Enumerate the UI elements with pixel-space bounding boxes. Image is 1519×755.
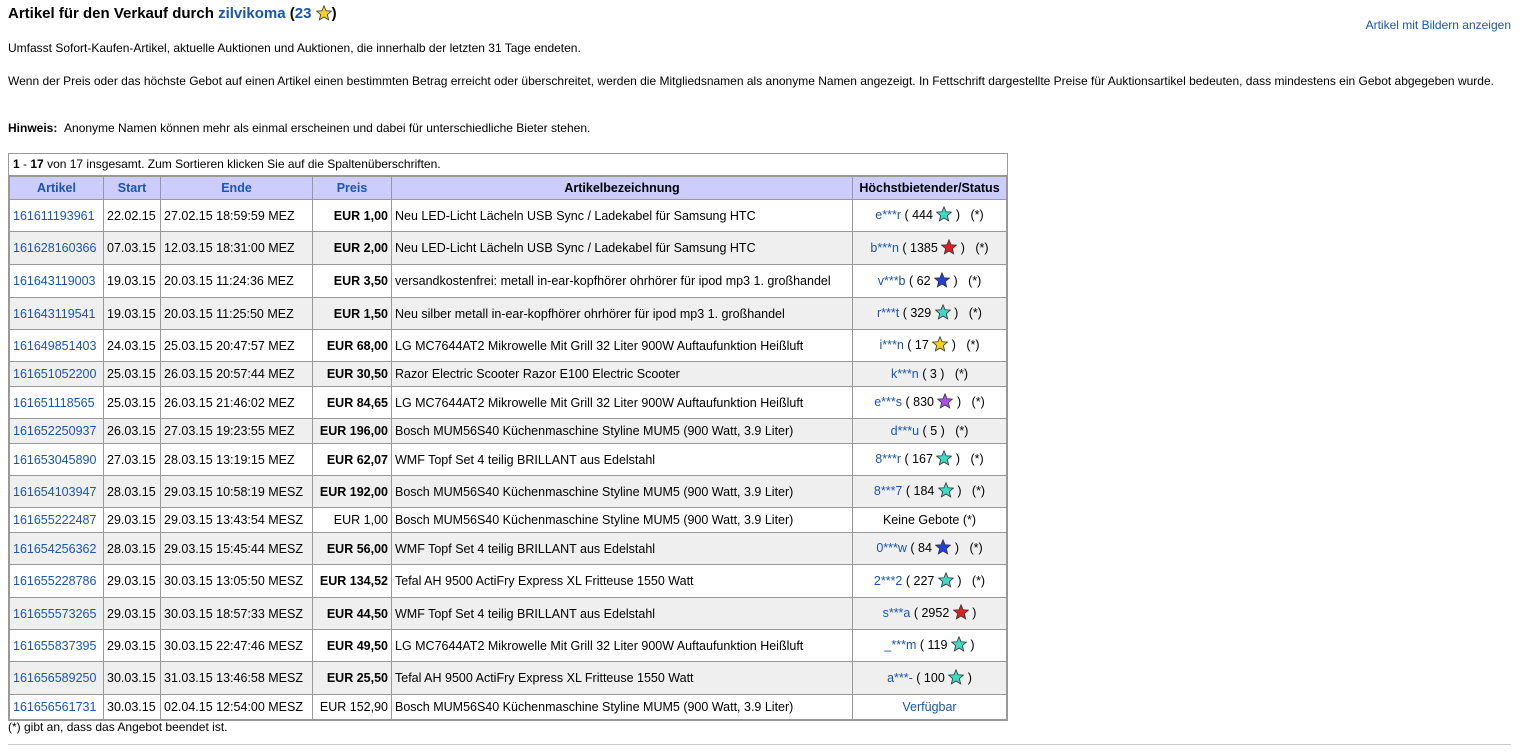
start-date: 19.03.15 [104,265,161,298]
ended-marker: (*) [969,541,983,555]
star-icon [934,272,950,291]
item-number-cell [10,362,104,387]
star-icon [948,669,964,688]
ended-marker: (*) [970,452,984,466]
table-row [10,387,1007,419]
item-number-cell [10,695,104,720]
bidder-status: e***r ( 444 ) (*) [853,200,1007,232]
item-title: Tefal AH 9500 ActiFry Express XL Fritteuse 1550 Watt [392,662,853,695]
table-row [10,232,1007,265]
item-number-cell [10,200,104,232]
table-header-row [10,177,1007,200]
ended-marker: (*) [966,338,980,352]
start-date: 28.03.15 [104,533,161,565]
start-date: 22.02.15 [104,200,161,232]
bidder-status [853,508,1007,533]
feedback-score: 227 [913,573,935,588]
ended-marker: (*) [968,273,982,288]
start-date: 30.03.15 [104,695,161,720]
item-title: Bosch MUM56S40 Küchenmaschine Styline MUM5 (900 Watt, 3.9 Liter) [392,476,853,508]
item-number-cell [10,330,104,362]
feedback-score: 3 [929,367,937,381]
table-row [10,662,1007,695]
end-date: 26.03.15 21:46:02 MEZ [161,387,313,419]
price: EUR 49,50 [313,630,392,662]
item-number-link[interactable]: 161643119541 [13,306,96,321]
intro-text: Umfasst Sofort-Kaufen-Artikel, aktuelle Auktionen und Auktionen, die innerhalb der letzten 31 Tage endeten. [8,41,581,55]
start-date: 24.03.15 [104,330,161,362]
column-header-start[interactable]: Start [104,177,161,200]
bidder-status: s***a ( 2952 ) [853,598,1007,630]
item-number-cell [10,662,104,695]
start-date: 25.03.15 [104,362,161,387]
price: EUR 68,00 [313,330,392,362]
column-header-ende[interactable]: Ende [161,177,313,200]
table-row [10,508,1007,533]
feedback-score: 62 [916,273,931,288]
price: EUR 2,00 [313,232,392,265]
start-date: 29.03.15 [104,598,161,630]
price: EUR 134,52 [313,565,392,598]
item-title: Tefal AH 9500 ActiFry Express XL Fritteuse 1550 Watt [392,565,853,598]
price: EUR 1,00 [313,508,392,533]
bidder-link[interactable]: s***a [882,606,911,620]
price: EUR 152,90 [313,695,392,720]
bidder-link[interactable]: r***t [877,306,900,320]
bidder-status: 2***2 ( 227 ) (*) [853,565,1007,598]
item-number-cell [10,232,104,265]
star-icon [935,304,951,323]
star-icon [935,539,951,558]
open-paren: ( [289,5,295,22]
table-body [10,200,1007,720]
bidder-status: r***t ( 329 ) (*) [853,298,1007,330]
anonymity-note: Wenn der Preis oder das höchste Gebot auf einen Artikel einen bestimmten Betrag erreicht oder überschreitet, werden die Mitgliedsnamen als anonyme Namen angezeigt. In Fettschrift dargestellte Preise für Auktionsartikel bedeuten, dass mindestens ein Gebot abgegeben wurde. [8,74,1494,88]
table-row [10,565,1007,598]
item-number-link[interactable]: 161653045890 [13,452,97,467]
bidder-status: d***u ( 5 ) (*) [853,419,1007,444]
item-number-link[interactable]: 161655837395 [13,638,97,653]
bidder-link[interactable]: v***b [877,273,906,288]
item-title: WMF Topf Set 4 teilig BRILLANT aus Edelstahl [392,444,853,476]
end-date: 28.03.15 13:19:15 MEZ [161,444,313,476]
available-link[interactable]: Verfügbar [902,700,957,714]
item-number-link[interactable]: 161656561731 [13,700,97,714]
bidder-link[interactable]: _***m [884,638,917,652]
item-number-cell [10,298,104,330]
item-title: WMF Topf Set 4 teilig BRILLANT aus Edelstahl [392,598,853,630]
price: EUR 84,65 [313,387,392,419]
end-date: 30.03.15 22:47:46 MESZ [161,630,313,662]
feedback-score: 5 [930,424,938,438]
table-row [10,419,1007,444]
table-row [10,200,1007,232]
price: EUR 62,07 [313,444,392,476]
item-number-link[interactable]: 161611193961 [13,208,95,223]
start-date: 26.03.15 [104,419,161,444]
item-title: Razor Electric Scooter Razor E100 Electric Scooter [392,362,853,387]
item-number-link[interactable]: 161651118565 [13,395,95,410]
bidder-status: i***n ( 17 ) (*) [853,330,1007,362]
item-title: WMF Topf Set 4 teilig BRILLANT aus Edelstahl [392,533,853,565]
item-number-cell [10,419,104,444]
ended-marker: (*) [968,306,982,320]
price: EUR 44,50 [313,598,392,630]
range-end: 17 [30,157,44,171]
feedback-score-link[interactable]: 23 [294,5,312,22]
bidder-status [853,695,1007,720]
item-title: LG MC7644AT2 Mikrowelle Mit Grill 32 Liter 900W Auftaufunktion Heißluft [392,330,853,362]
end-date: 25.03.15 20:47:57 MEZ [161,330,313,362]
bidder-link[interactable]: e***s [874,395,903,409]
item-title: versandkostenfrei: metall in-ear-kopfhörer ohrhörer für ipod mp3 1. großhandel [392,265,853,298]
show-images-link[interactable]: Artikel mit Bildern anzeigen [1365,18,1511,32]
end-date: 20.03.15 11:24:36 MEZ [161,265,313,298]
feedback-score: 84 [918,541,932,555]
feedback-score: 100 [923,670,945,685]
bidder-status: 8***7 ( 184 ) (*) [853,476,1007,508]
table-row [10,444,1007,476]
ended-marker: (*) [975,240,989,255]
column-header-bezeichnung: Artikelbezeichnung [392,177,853,200]
summary-text: von 17 insgesamt. Zum Sortieren klicken Sie auf die Spaltenüberschriften. [47,157,441,171]
bidder-status: b***n ( 1385 ) (*) [853,232,1007,265]
items-table [9,176,1007,720]
hint-text: Anonyme Namen können mehr als einmal erscheinen und dabei für unterschiedliche Bieter stehen. [64,121,591,135]
end-date: 02.04.15 12:54:00 MESZ [161,695,313,720]
feedback-score: 17 [914,338,929,352]
feedback-score: 2952 [921,606,950,620]
title-prefix: Artikel für den Verkauf durch [8,5,214,22]
price: EUR 3,50 [313,265,392,298]
feedback-score: 119 [927,638,948,652]
price: EUR 1,00 [313,200,392,232]
start-date: 28.03.15 [104,476,161,508]
hint [8,121,590,135]
table-row [10,265,1007,298]
star-icon [938,572,954,591]
ended-marker: (*) [971,573,986,588]
bidder-link[interactable]: b***n [870,240,899,255]
bidder-link[interactable]: 8***7 [873,484,903,498]
end-date: 27.02.15 18:59:59 MEZ [161,200,313,232]
start-date: 27.03.15 [104,444,161,476]
star-icon [932,336,948,355]
ended-marker: (*) [971,395,985,409]
item-title: Bosch MUM56S40 Küchenmaschine Styline MUM5 (900 Watt, 3.9 Liter) [392,695,853,720]
item-number-link[interactable]: 161655228786 [13,574,97,588]
item-number-cell [10,476,104,508]
end-date: 29.03.15 10:58:19 MESZ [161,476,313,508]
table-summary: 1 - 17 von 17 insgesamt. Zum Sortieren klicken Sie auf die Spaltenüberschriften. [9,154,1007,176]
item-number-link[interactable]: 161651052200 [13,367,97,381]
start-date: 29.03.15 [104,508,161,533]
price: EUR 1,50 [313,298,392,330]
item-number-cell [10,565,104,598]
item-number-cell [10,508,104,533]
end-date: 26.03.15 20:57:44 MEZ [161,362,313,387]
bidder-status: _***m ( 119 ) [853,630,1007,662]
end-date: 12.03.15 18:31:00 MEZ [161,232,313,265]
item-number-link[interactable]: 161649851403 [13,338,97,353]
column-header-preis[interactable]: Preis [313,177,392,200]
end-date: 29.03.15 15:45:44 MESZ [161,533,313,565]
start-date: 19.03.15 [104,298,161,330]
start-date: 30.03.15 [104,662,161,695]
item-number-cell [10,598,104,630]
feedback-score: 444 [912,208,933,222]
bidder-status: a***- ( 100 ) [853,662,1007,695]
price: EUR 25,50 [313,662,392,695]
feedback-score: 184 [913,484,935,498]
table-row [10,533,1007,565]
item-title: Bosch MUM56S40 Küchenmaschine Styline MUM5 (900 Watt, 3.9 Liter) [392,508,853,533]
item-number-link[interactable]: 161628160366 [13,241,97,255]
star-icon [953,604,969,623]
seller-link[interactable]: zilvikoma [218,5,286,22]
bidder-link[interactable]: 2***2 [873,573,903,588]
price: EUR 30,50 [313,362,392,387]
table-row [10,630,1007,662]
table-row [10,362,1007,387]
column-header-status: Höchstbietender/Status [853,177,1007,200]
item-number-cell [10,630,104,662]
item-title: Bosch MUM56S40 Küchenmaschine Styline MUM5 (900 Watt, 3.9 Liter) [392,419,853,444]
start-date: 29.03.15 [104,565,161,598]
item-number-cell [10,533,104,565]
item-number-link[interactable]: 161643119003 [13,274,96,288]
item-number-link[interactable]: 161654256362 [13,541,97,556]
bidder-status: e***s ( 830 ) (*) [853,387,1007,419]
bidder-status: k***n ( 3 ) (*) [853,362,1007,387]
end-date: 30.03.15 18:57:33 MESZ [161,598,313,630]
footnote: (*) gibt an, dass das Angebot beendet ist. [8,720,228,734]
item-number-cell [10,387,104,419]
item-title: Neu silber metall in-ear-kopfhörer ohrhörer für ipod mp3 1. großhandel [392,298,853,330]
item-title: LG MC7644AT2 Mikrowelle Mit Grill 32 Liter 900W Auftaufunktion Heißluft [392,387,853,419]
table-row [10,695,1007,720]
end-date: 27.03.15 19:23:55 MEZ [161,419,313,444]
star-icon [936,450,952,469]
star-icon [937,393,953,412]
end-date: 29.03.15 13:43:54 MESZ [161,508,313,533]
ended-marker: (*) [971,484,986,498]
table-row [10,330,1007,362]
feedback-score: 830 [913,395,934,409]
end-date: 31.03.15 13:46:58 MESZ [161,662,313,695]
end-date: 30.03.15 13:05:50 MESZ [161,565,313,598]
bidder-status: 0***w ( 84 ) (*) [853,533,1007,565]
star-icon [941,239,957,258]
end-date: 20.03.15 11:25:50 MEZ [161,298,313,330]
bidder-status: 8***r ( 167 ) (*) [853,444,1007,476]
star-icon [316,5,332,25]
star-icon [951,636,967,655]
bidder-link[interactable]: k***n [890,367,919,381]
bidder-link[interactable]: e***r [875,208,901,222]
table-row [10,298,1007,330]
items-table-container [8,153,1008,721]
table-row [10,598,1007,630]
bidder-link[interactable]: i***n [879,338,904,352]
column-header-artikel[interactable]: Artikel [10,177,104,200]
feedback-score: 167 [912,452,933,466]
start-date: 07.03.15 [104,232,161,265]
hint-label: Hinweis: [8,121,58,135]
star-icon [938,482,954,501]
item-number-link[interactable]: 161656589250 [13,671,97,685]
ended-marker: (*) [954,367,969,381]
item-number-link[interactable]: 161655222487 [13,513,97,527]
item-number-link[interactable]: 161654103947 [13,484,97,499]
price: EUR 196,00 [313,419,392,444]
ended-marker: (*) [955,424,969,438]
price: EUR 192,00 [313,476,392,508]
bidder-link[interactable]: d***u [890,424,920,438]
bidder-status: v***b ( 62 ) (*) [853,265,1007,298]
bidder-link[interactable]: a***- [887,670,913,685]
price: EUR 56,00 [313,533,392,565]
close-paren: ) [331,5,337,22]
page-title [8,5,337,25]
feedback-score: 329 [910,306,932,320]
item-number-link[interactable]: 161652250937 [13,424,97,438]
range-start: 1 [13,157,20,171]
ended-marker: (*) [970,208,984,222]
item-number-cell [10,444,104,476]
feedback-score: 1385 [910,240,938,255]
item-title: Neu LED-Licht Lächeln USB Sync / Ladekabel für Samsung HTC [392,200,853,232]
bidder-link[interactable]: 8***r [875,452,901,466]
item-number-link[interactable]: 161655573265 [13,606,97,621]
item-number-cell [10,265,104,298]
divider [8,744,1511,745]
table-row [10,476,1007,508]
bidder-link[interactable]: 0***w [876,541,907,555]
item-title: LG MC7644AT2 Mikrowelle Mit Grill 32 Liter 900W Auftaufunktion Heißluft [392,630,853,662]
start-date: 29.03.15 [104,630,161,662]
star-icon [936,206,952,225]
item-title: Neu LED-Licht Lächeln USB Sync / Ladekabel für Samsung HTC [392,232,853,265]
no-bids-status: Keine Gebote (*) [882,513,977,527]
start-date: 25.03.15 [104,387,161,419]
